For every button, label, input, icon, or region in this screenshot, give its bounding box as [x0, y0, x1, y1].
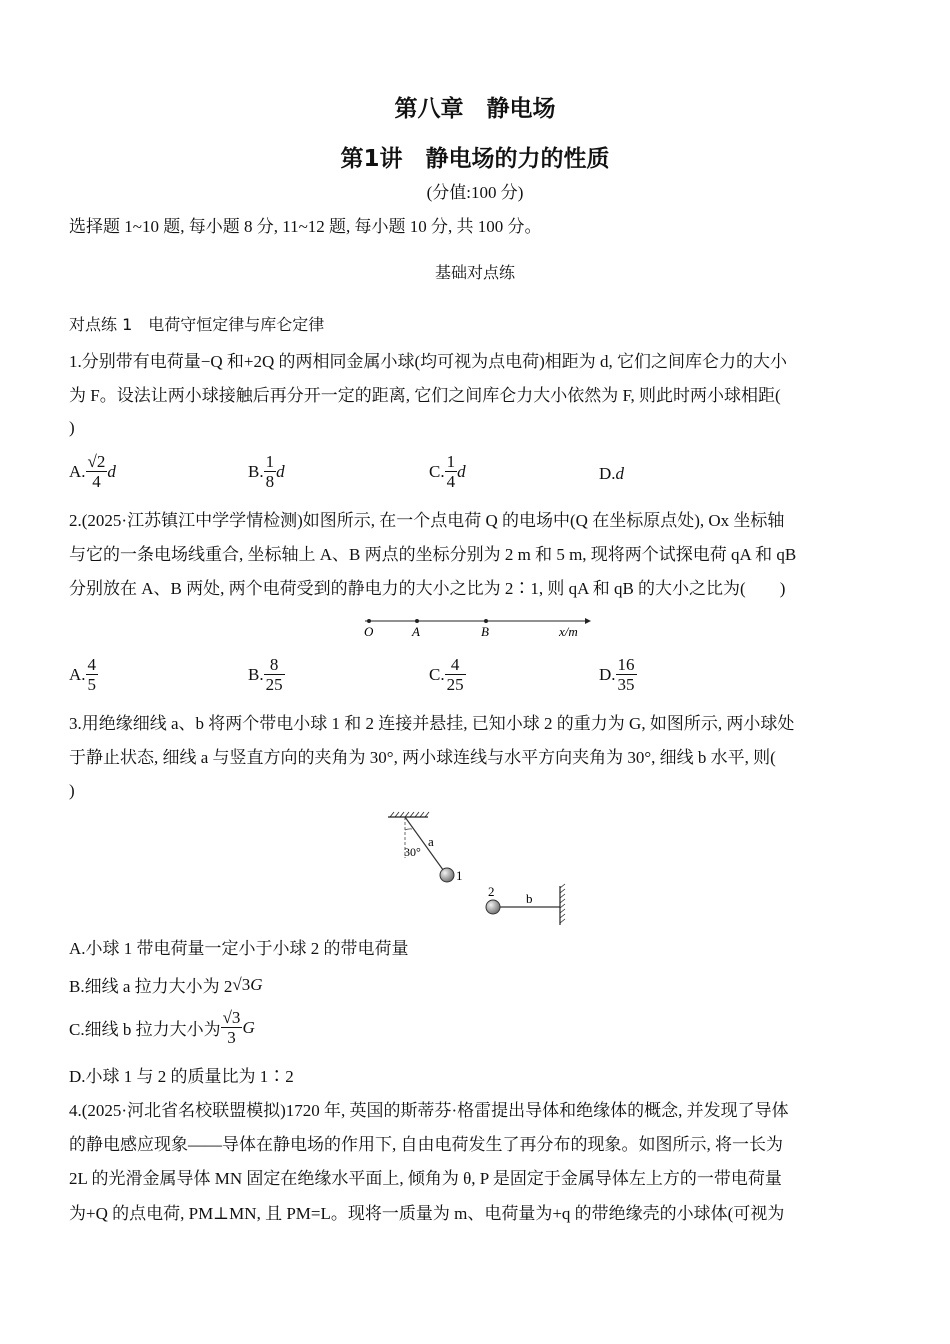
- lecture-title: 第1讲 静电场的力的性质: [340, 146, 610, 172]
- q3-option-b[interactable]: B.细线 a 拉力大小为 2 √3 G: [69, 974, 263, 996]
- q3-pendulum-figure: [380, 808, 580, 928]
- ball-2: [486, 900, 500, 914]
- q1-line2: 为 F。设法让两小球接触后再分开一定的距离, 它们之间库仑力大小依然为 F, 则此时两小球相距(: [69, 386, 781, 405]
- q1-line3: ): [69, 418, 75, 437]
- axis-label-a: A: [412, 624, 420, 639]
- q2-option-b[interactable]: B. $\frac{8}{25}$: [248, 655, 283, 694]
- axis-point-b: [484, 619, 488, 623]
- axis-label-o: O: [364, 624, 374, 639]
- q4-line4: 为+Q 的点电荷, PM⊥MN, 且 PM=L。现将一质量为 m、电荷量为+q 的带绝缘壳的小球体(可视为: [69, 1204, 785, 1223]
- q1-line1: 1.分别带有电荷量−Q 和+2Q 的两相同金属小球(均可视为点电荷)相距为 d, 它们之间库仑力的大小: [69, 352, 788, 371]
- q2-option-d[interactable]: D. $\frac{16}{35}$: [599, 655, 635, 694]
- q2-line3: 分别放在 A、B 两处, 两个电荷受到的静电力的大小之比为 2∶1, 则 qA 和 qB 的大小之比为( ): [69, 579, 786, 598]
- q3-line3: ): [69, 781, 75, 800]
- q1-option-b[interactable]: B. $\frac{1}{8}$ d: [248, 452, 285, 491]
- axis-point-a: [415, 619, 419, 623]
- q1-option-a[interactable]: A. $\frac{√2}{4}$ d: [69, 452, 116, 491]
- q2-line1: 2.(2025·江苏镇江中学学情检测)如图所示, 在一个点电荷 Q 的电场中(Q 在坐标原点处), Ox 坐标轴: [69, 511, 785, 530]
- angle-label: 30°: [404, 845, 421, 859]
- q3-line1: 3.用绝缘细线 a、b 将两个带电小球 1 和 2 连接并悬挂, 已知小球 2 的重力为 G, 如图所示, 两小球处: [69, 714, 795, 733]
- thread-b-label: b: [526, 891, 533, 906]
- ball-2-label: 2: [488, 884, 495, 899]
- q2-line2: 与它的一条电场线重合, 坐标轴上 A、B 两点的坐标分别为 2 m 和 5 m, 现将两个试探电荷 qA 和 qB: [69, 545, 797, 564]
- axis-point-o: [367, 619, 371, 623]
- q1-option-c[interactable]: C. $\frac{1}{4}$ d: [429, 452, 466, 491]
- chapter-title: 第八章 静电场: [394, 96, 556, 122]
- section-heading: 基础对点练: [434, 263, 515, 282]
- q1-option-d[interactable]: D. d: [599, 464, 625, 483]
- q2-option-c[interactable]: C. $\frac{4}{25}$: [429, 655, 464, 694]
- q3-option-a[interactable]: A.小球 1 带电荷量一定小于小球 2 的带电荷量: [69, 939, 409, 958]
- axis-label-b: B: [481, 624, 489, 639]
- thread-a-label: a: [428, 834, 434, 849]
- q3-option-d[interactable]: D.小球 1 与 2 的质量比为 1∶2: [69, 1067, 294, 1086]
- ball-1: [440, 868, 454, 882]
- q4-line2: 的静电感应现象——导体在静电场的作用下, 自由电荷发生了再分布的现象。如图所示, 将一长为: [69, 1135, 783, 1154]
- q3-line2: 于静止状态, 细线 a 与竖直方向的夹角为 30°, 两小球连线与水平方向夹角为 30°, 细线 b 水平, 则(: [69, 748, 776, 767]
- score-note: (分值:100 分): [426, 183, 524, 202]
- instructions: 选择题 1~10 题, 每小题 8 分, 11~12 题, 每小题 10 分, 共 100 分。: [69, 217, 542, 236]
- axis-label-x: x/m: [559, 624, 578, 639]
- q3-option-c[interactable]: C.细线 b 拉力大小为 $\frac{√3}{3}$ G: [69, 1008, 255, 1047]
- q2-option-a[interactable]: A. $\frac{4}{5}$: [69, 655, 97, 694]
- q2-axis-figure: [355, 612, 595, 642]
- q4-line1: 4.(2025·河北省名校联盟模拟)1720 年, 英国的斯蒂芬·格雷提出导体和绝缘体的概念, 并发现了导体: [69, 1101, 789, 1120]
- q4-line3: 2L 的光滑金属导体 MN 固定在绝缘水平面上, 倾角为 θ, P 是固定于金属导体左上方的一带电荷量: [69, 1169, 782, 1188]
- subsection-title: 对点练 1 电荷守恒定律与库仑定律: [69, 315, 325, 334]
- ball-1-label: 1: [456, 868, 463, 883]
